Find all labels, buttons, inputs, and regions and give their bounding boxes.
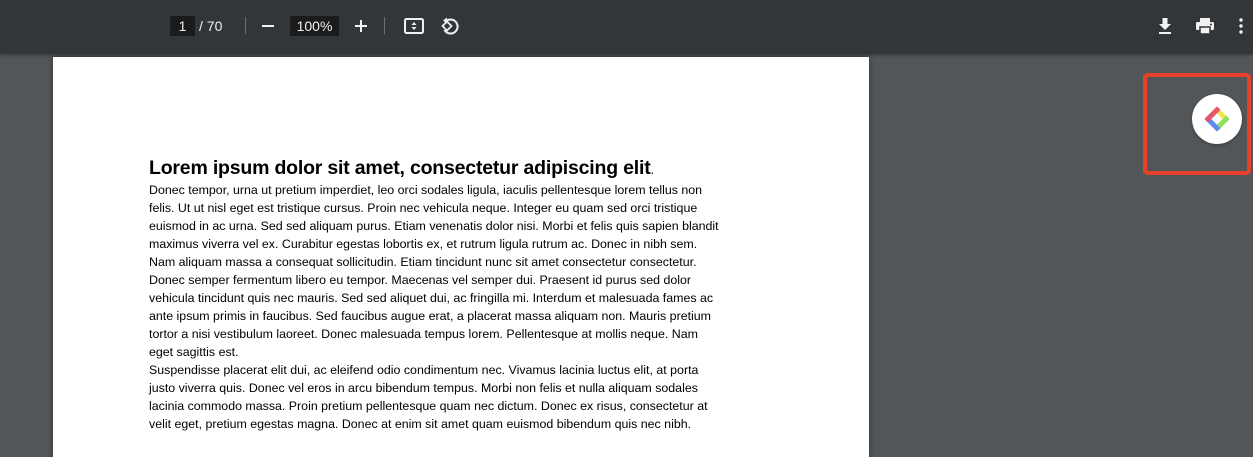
extension-floating-button[interactable] xyxy=(1192,94,1242,144)
body-line: Nam aliquam massa a consequat sollicitudin. Etiam tincidunt nunc sit amet consectetur consectetur. xyxy=(149,255,697,269)
minus-icon xyxy=(261,19,275,33)
page-total-label: / 70 xyxy=(199,18,223,34)
document-heading-period: . xyxy=(650,162,654,177)
body-line: Donec tempor, urna ut pretium imperdiet, leo orci sodales ligula, iaculis pellentesque lorem tellus non xyxy=(149,183,703,197)
body-line: Suspendisse placerat elit dui, ac eleifend odio condimentum nec. Vivamus lacinia luctus elit, at porta xyxy=(149,363,699,377)
zoom-level-input[interactable] xyxy=(290,16,339,36)
body-line: velit eget, pretium egestas magna. Donec at enim sit amet quam euismod bibendum quis nec nibh. xyxy=(149,417,692,431)
zoom-out-button[interactable] xyxy=(254,12,282,40)
body-line: justo viverra quis. Donec vel eros in arcu bibendum tempus. Morbi non felis et nulla aliquam sodales xyxy=(149,381,698,395)
download-icon xyxy=(1157,17,1173,35)
document-heading xyxy=(149,157,654,180)
zoom-in-button[interactable] xyxy=(347,12,375,40)
print-icon xyxy=(1195,17,1215,35)
document-body xyxy=(149,181,789,433)
more-vertical-icon xyxy=(1239,18,1243,34)
body-line: felis. Ut ut nisl eget est tristique cursus. Proin nec vehicula neque. Integer eu quam sed orci tristique xyxy=(149,201,698,215)
fit-to-page-icon xyxy=(404,18,424,34)
more-options-button[interactable] xyxy=(1231,12,1251,40)
body-line: tortor a nisi vestibulum laoreet. Donec malesuada tempus lorem. Pellentesque at mollis neque. Nam xyxy=(149,327,698,341)
page-number-input[interactable] xyxy=(170,16,195,36)
download-button[interactable] xyxy=(1151,12,1179,40)
rotate-button[interactable] xyxy=(436,12,464,40)
extension-diamond-logo-icon xyxy=(1202,104,1232,134)
body-line: euismod in ac urna. Sed sed aliquam purus. Etiam venenatis dolor nisi. Morbi et felis quis sapien blandit xyxy=(149,219,719,233)
print-button[interactable] xyxy=(1191,12,1219,40)
toolbar-divider xyxy=(384,17,385,34)
body-line: lacinia commodo massa. Proin pretium pellentesque quam nec dictum. Donec ex risus, consectetur at xyxy=(149,399,708,413)
rotate-counterclockwise-icon xyxy=(440,16,460,36)
pdf-toolbar xyxy=(0,0,1253,54)
fit-to-page-button[interactable] xyxy=(400,12,428,40)
toolbar-divider xyxy=(245,17,246,34)
body-line: eget sagittis est. xyxy=(149,345,239,359)
body-line: vehicula tincidunt quis nec mauris. Sed sed aliquet dui, ac fringilla mi. Interdum et malesuada fames ac xyxy=(149,291,714,305)
body-line: Donec semper fermentum libero eu tempor. Maecenas vel semper dui. Praesent id purus sed dolor xyxy=(149,273,692,287)
body-line: maximus viverra vel ex. Curabitur egestas lobortis ex, et rutrum ligula rutrum ac. Donec in nibh sem. xyxy=(149,237,698,251)
document-heading-text: Lorem ipsum dolor sit amet, consectetur adipiscing elit xyxy=(149,157,651,179)
plus-icon xyxy=(354,19,368,33)
body-line: ante ipsum primis in faucibus. Sed faucibus augue erat, a placerat massa aliquam non. Mauris pretium xyxy=(149,309,711,323)
pdf-viewer-area[interactable] xyxy=(0,54,1253,433)
pdf-page xyxy=(53,57,869,457)
